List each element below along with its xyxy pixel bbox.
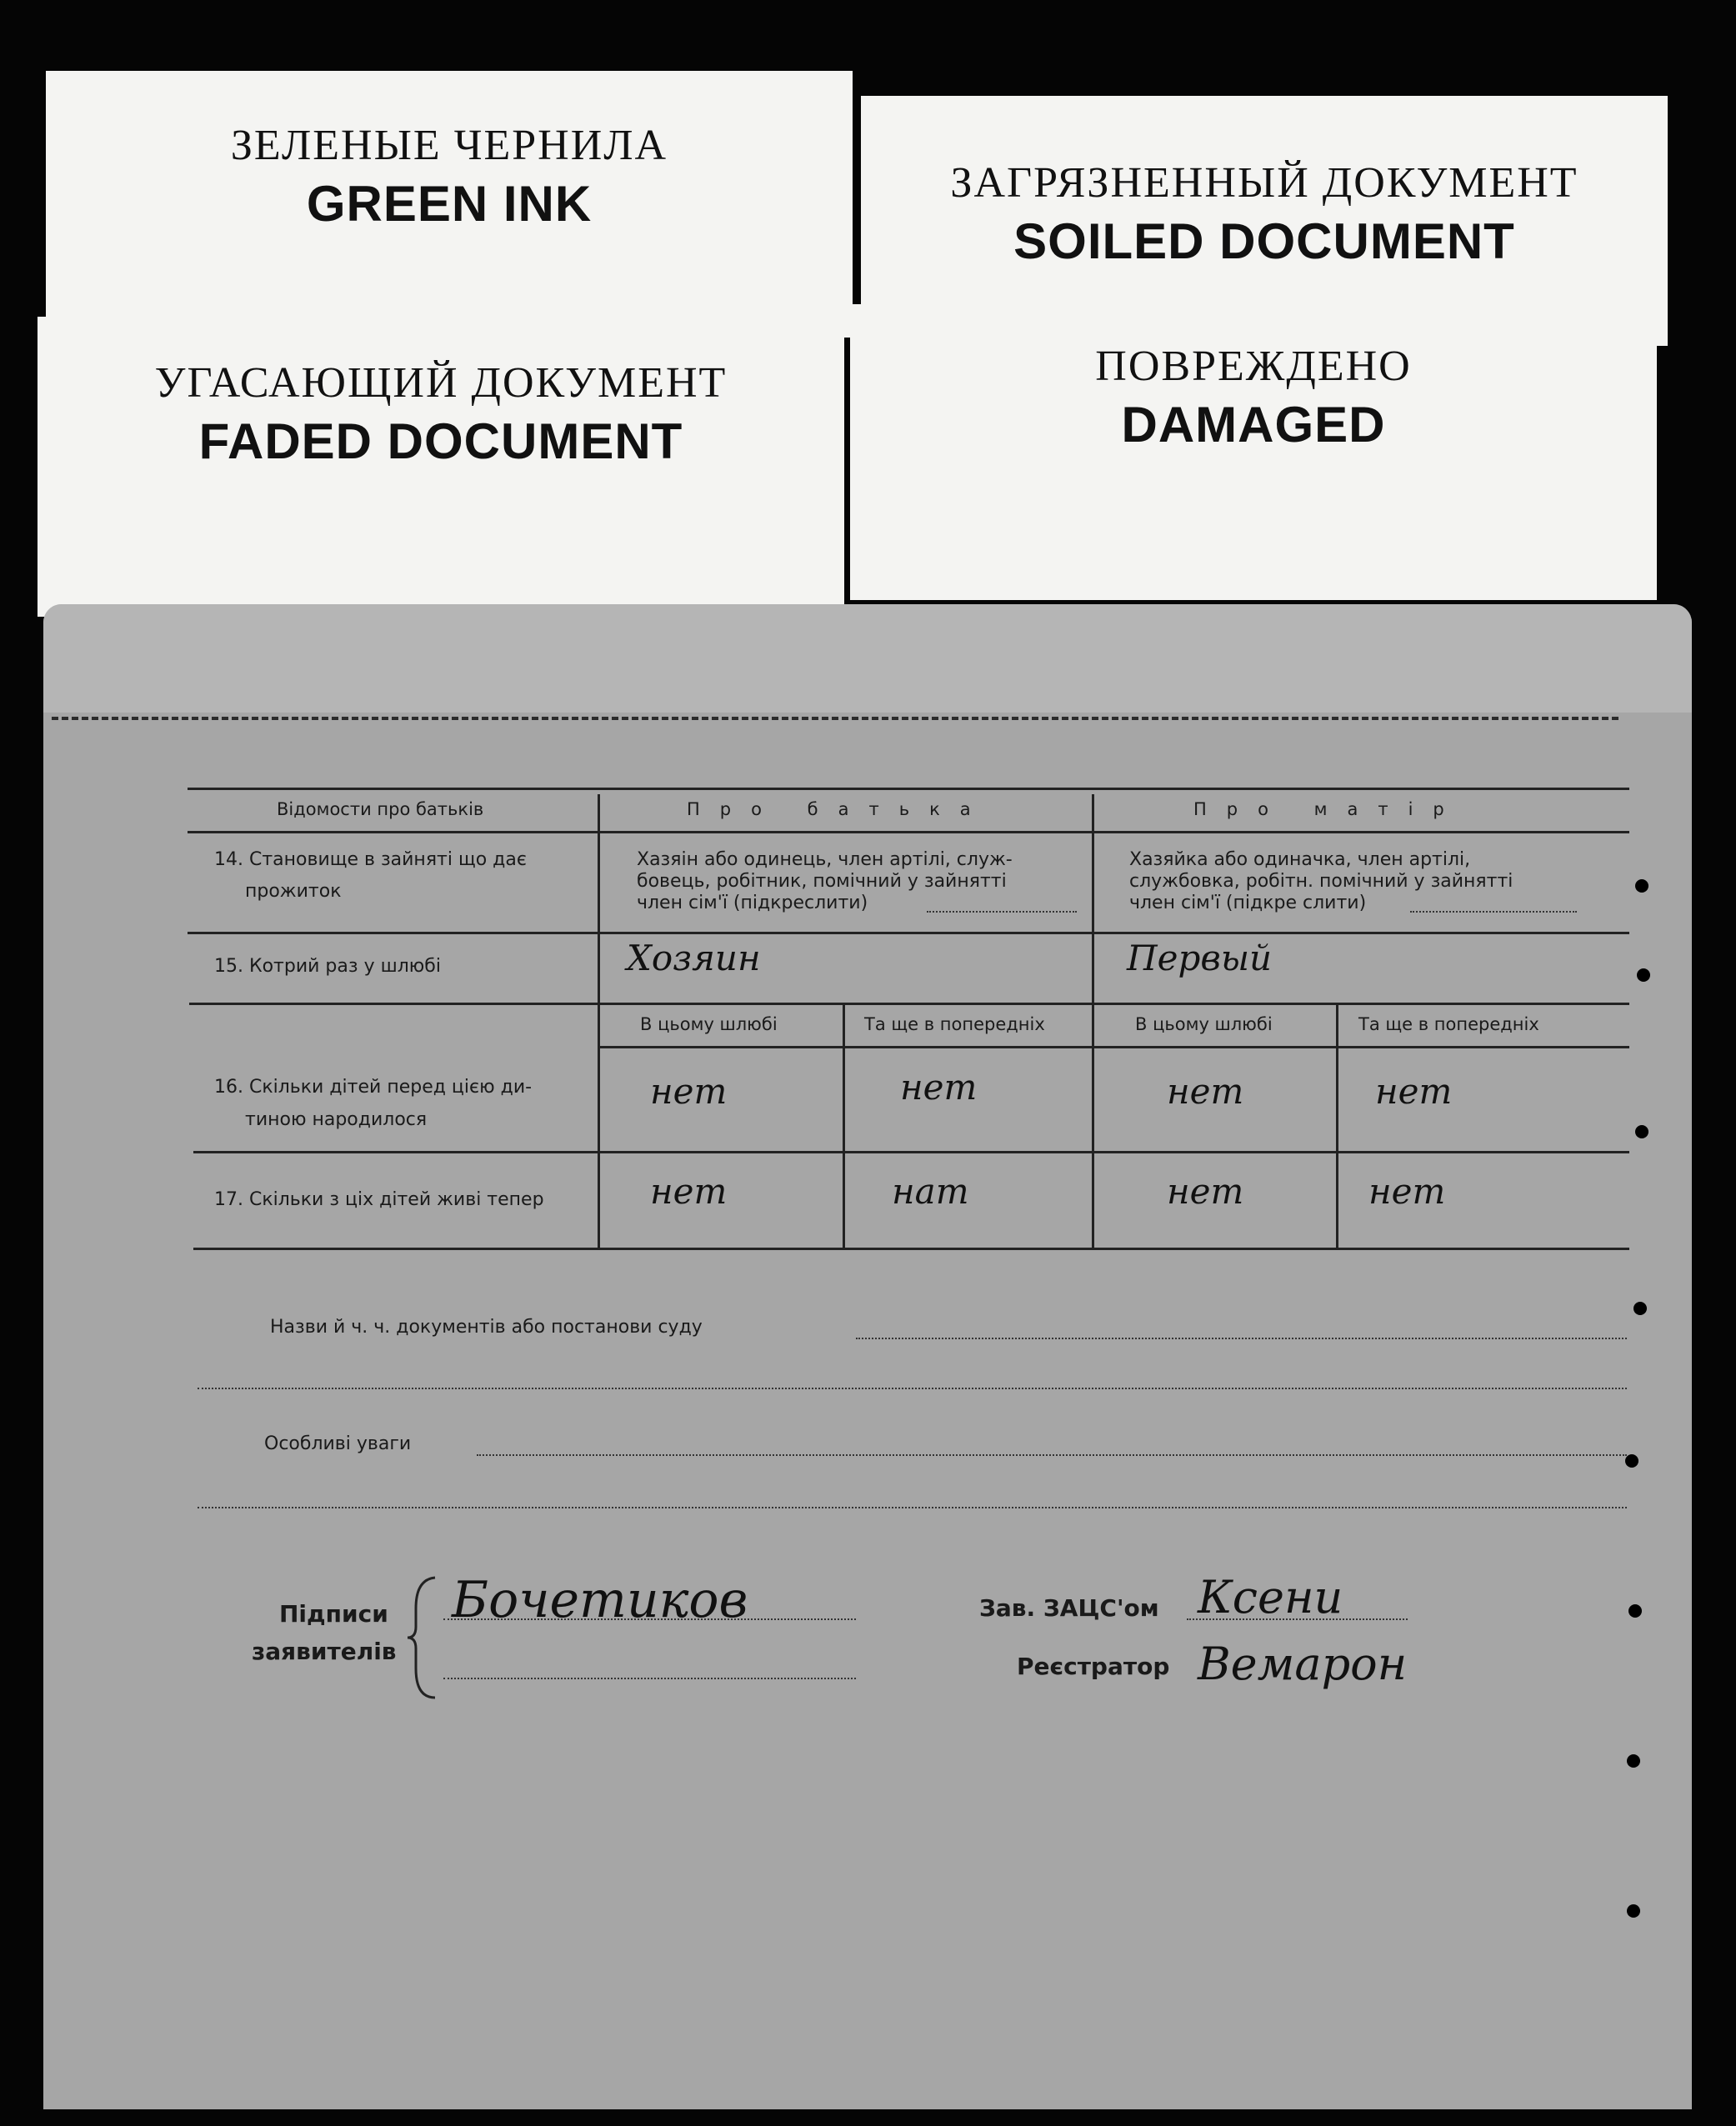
table-rule: [189, 1003, 1629, 1005]
binding-hole: [1627, 1754, 1640, 1768]
label-card-green-ink: [46, 71, 853, 338]
notes-label: Особливі уваги: [264, 1433, 412, 1454]
table-rule: [193, 1248, 1629, 1250]
applicants-label-line1: Підписи: [279, 1600, 388, 1628]
notes-fill-line: [477, 1454, 1627, 1456]
row16-value: нет: [1375, 1071, 1453, 1112]
documents-fill-line: [856, 1338, 1627, 1339]
subheader-mother-previous: Та ще в попередніх: [1358, 1014, 1539, 1034]
applicants-brace: [406, 1575, 439, 1700]
form-sheet: [43, 604, 1692, 2109]
subheader-father-previous: Та ще в попередніх: [864, 1014, 1045, 1034]
table-rule: [598, 1046, 1629, 1048]
row17-value: нет: [650, 1171, 728, 1212]
row16-label-line2: тиною народилося: [245, 1109, 428, 1130]
table-rule: [1092, 794, 1094, 1248]
registrar-label: Реєстратор: [1017, 1653, 1170, 1680]
binding-hole: [1635, 1125, 1648, 1138]
damaged-label-ru: ПОВРЕЖДЕНО: [1095, 343, 1412, 390]
row15-father-value: Хозяин: [627, 938, 761, 978]
zags-head-signature: Ксени: [1198, 1571, 1343, 1623]
zags-head-signature-line: [1187, 1618, 1408, 1620]
row16-value: нет: [900, 1067, 978, 1108]
applicant-signature-line: [443, 1618, 856, 1620]
green-ink-label-en: GREEN INK: [306, 176, 593, 232]
row14-mother-line3: член сім'ї (підкре слити): [1129, 893, 1367, 913]
sheet-fold: [43, 604, 1692, 713]
applicant-signature: Бочетиков: [452, 1571, 748, 1629]
binding-hole: [1627, 1904, 1640, 1918]
table-rule: [1336, 1003, 1338, 1248]
row14-father-line3: член сім'ї (підкреслити): [637, 893, 868, 913]
row14-label-line1: 14. Становище в зайняті що дає: [214, 849, 527, 870]
notes-fill-line: [198, 1507, 1627, 1508]
documents-fill-line: [198, 1388, 1627, 1389]
damaged-label-en: DAMAGED: [1121, 397, 1386, 453]
header-about-father: Про батька: [687, 799, 991, 819]
row15-label: 15. Котрий раз у шлюбі: [214, 956, 441, 977]
binding-hole: [1637, 968, 1650, 982]
table-rule: [188, 788, 1629, 790]
row14-father-line2: бовець, робітник, помічний у зайнятті: [637, 871, 1007, 892]
subheader-father-this-marriage: В цьому шлюбі: [640, 1014, 778, 1034]
zags-head-label: Зав. ЗАЦС'ом: [979, 1594, 1159, 1622]
table-rule: [188, 932, 1629, 934]
table-rule: [843, 1003, 845, 1248]
row14-fill-line: [927, 911, 1077, 913]
applicants-label-line2: заявителів: [252, 1638, 397, 1665]
applicant-signature-line: [443, 1678, 856, 1679]
row14-father-line1: Хазяін або одинець, член артілі, служ-: [637, 849, 1013, 870]
documents-label: Назви й ч. ч. документів або постанови суду: [270, 1317, 703, 1338]
label-card-faded: [38, 317, 844, 617]
row14-fill-line: [1410, 911, 1577, 913]
row16-value: нет: [650, 1071, 728, 1112]
row16-label-line1: 16. Скільки дітей перед цією ди-: [214, 1077, 533, 1098]
soiled-label-en: SOILED DOCUMENT: [1013, 213, 1515, 269]
binding-hole: [1635, 879, 1648, 893]
label-card-damaged: [850, 304, 1657, 600]
table-rule: [188, 831, 1629, 833]
green-ink-label-ru: ЗЕЛЕНЫЕ ЧЕРНИЛА: [230, 122, 668, 169]
row17-label: 17. Скільки з ціх дітей живі тепер: [214, 1189, 544, 1210]
header-parents-info: Відомости про батьків: [277, 799, 484, 819]
faded-label-en: FADED DOCUMENT: [198, 413, 683, 469]
row14-mother-line2: службовка, робітн. помічний у зайнятті: [1129, 871, 1513, 892]
binding-hole: [1625, 1454, 1638, 1468]
subheader-mother-this-marriage: В цьому шлюбі: [1135, 1014, 1273, 1034]
row17-value: нат: [892, 1171, 969, 1212]
binding-hole: [1633, 1302, 1647, 1315]
table-rule: [193, 1151, 1629, 1153]
registrar-signature: Вемарон: [1198, 1638, 1408, 1690]
binding-hole: [1628, 1604, 1642, 1618]
row16-value: нет: [1167, 1071, 1244, 1112]
row17-value: нет: [1167, 1171, 1244, 1212]
header-about-mother: Про матір: [1193, 799, 1464, 819]
row15-mother-value: Первый: [1127, 938, 1273, 978]
tear-line: [52, 717, 1618, 720]
row14-mother-line1: Хазяйка або одиначка, член артілі,: [1129, 849, 1471, 870]
faded-label-ru: УГАСАЮЩИЙ ДОКУМЕНТ: [154, 359, 728, 407]
row17-value: нет: [1368, 1171, 1446, 1212]
table-rule: [598, 794, 600, 1248]
row14-label-line2: прожиток: [245, 881, 342, 902]
soiled-label-ru: ЗАГРЯЗНЕННЫЙ ДОКУМЕНТ: [950, 159, 1578, 207]
